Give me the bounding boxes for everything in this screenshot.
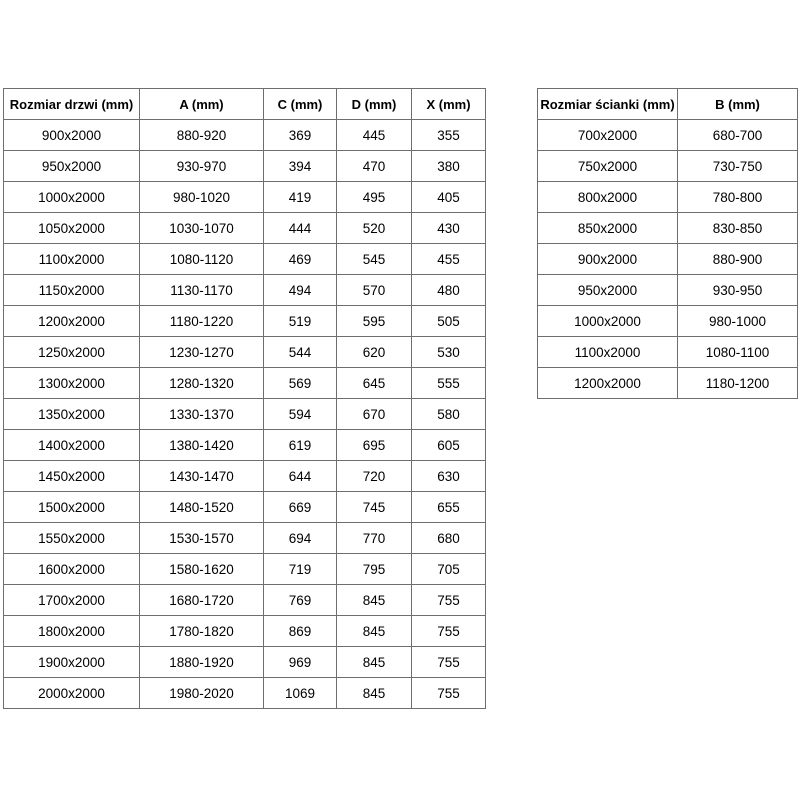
table-row [4,585,486,616]
table-cell: 444 [264,213,337,244]
table-row [4,678,486,709]
table-cell: 680 [412,523,486,554]
table-cell: 700x2000 [538,120,678,151]
table-cell: 1980-2020 [140,678,264,709]
table-cell: 1900x2000 [4,647,140,678]
table-cell: 869 [264,616,337,647]
table-cell: 1780-1820 [140,616,264,647]
table-row [538,213,798,244]
table-row [4,337,486,368]
table-cell: 980-1020 [140,182,264,213]
table-cell: 605 [412,430,486,461]
table-cell: 880-900 [678,244,798,275]
table-cell: 544 [264,337,337,368]
table-cell: 1150x2000 [4,275,140,306]
table-cell: 1580-1620 [140,554,264,585]
column-header: X (mm) [412,89,486,120]
table-cell: 695 [337,430,412,461]
table-cell: 470 [337,151,412,182]
table-row [4,275,486,306]
table-cell: 570 [337,275,412,306]
table-cell: 1530-1570 [140,523,264,554]
table-cell: 755 [412,678,486,709]
table-cell: 720 [337,461,412,492]
column-header: B (mm) [678,89,798,120]
table-cell: 380 [412,151,486,182]
table-cell: 1080-1100 [678,337,798,368]
table-cell: 494 [264,275,337,306]
table-row [4,182,486,213]
table-cell: 630 [412,461,486,492]
table-cell: 830-850 [678,213,798,244]
door-size-table [3,88,486,709]
table-cell: 850x2000 [538,213,678,244]
table-cell: 1000x2000 [538,306,678,337]
table-cell: 1800x2000 [4,616,140,647]
table-cell: 1050x2000 [4,213,140,244]
table-cell: 2000x2000 [4,678,140,709]
table-cell: 1330-1370 [140,399,264,430]
table-row [538,306,798,337]
table-cell: 845 [337,616,412,647]
table-cell: 1480-1520 [140,492,264,523]
table-cell: 730-750 [678,151,798,182]
table-cell: 980-1000 [678,306,798,337]
table-cell: 594 [264,399,337,430]
table-row [4,492,486,523]
table-cell: 469 [264,244,337,275]
table-cell: 405 [412,182,486,213]
table-row [4,306,486,337]
table-cell: 655 [412,492,486,523]
table-cell: 1380-1420 [140,430,264,461]
table-cell: 355 [412,120,486,151]
table-row [538,337,798,368]
table-cell: 1350x2000 [4,399,140,430]
column-header: Rozmiar drzwi (mm) [4,89,140,120]
table-cell: 1080-1120 [140,244,264,275]
table-cell: 595 [337,306,412,337]
table-cell: 680-700 [678,120,798,151]
table-cell: 769 [264,585,337,616]
table-cell: 505 [412,306,486,337]
column-header: Rozmiar ścianki (mm) [538,89,678,120]
table-cell: 755 [412,616,486,647]
table-cell: 1250x2000 [4,337,140,368]
table-row [4,554,486,585]
table-cell: 880-920 [140,120,264,151]
table-cell: 1300x2000 [4,368,140,399]
table-row [538,244,798,275]
table-cell: 845 [337,647,412,678]
table-cell: 480 [412,275,486,306]
column-header: A (mm) [140,89,264,120]
table-row [4,523,486,554]
table-cell: 495 [337,182,412,213]
header-row [4,89,486,120]
table-cell: 369 [264,120,337,151]
table-cell: 1100x2000 [4,244,140,275]
table-cell: 670 [337,399,412,430]
table-cell: 845 [337,678,412,709]
table-cell: 645 [337,368,412,399]
table-cell: 845 [337,585,412,616]
table-cell: 1000x2000 [4,182,140,213]
table-cell: 950x2000 [538,275,678,306]
table-cell: 1069 [264,678,337,709]
table-cell: 1450x2000 [4,461,140,492]
table-cell: 1280-1320 [140,368,264,399]
table-row [4,244,486,275]
table-row [538,275,798,306]
column-header: C (mm) [264,89,337,120]
table-cell: 694 [264,523,337,554]
table-cell: 950x2000 [4,151,140,182]
table-cell: 1180-1220 [140,306,264,337]
table-row [4,616,486,647]
table-cell: 1550x2000 [4,523,140,554]
table-cell: 430 [412,213,486,244]
table-row [538,182,798,213]
wall-size-table [537,88,798,399]
table-cell: 1200x2000 [538,368,678,399]
table-cell: 519 [264,306,337,337]
table-row [538,368,798,399]
table-row [4,461,486,492]
table-cell: 900x2000 [4,120,140,151]
table-cell: 780-800 [678,182,798,213]
table-row [538,151,798,182]
table-cell: 619 [264,430,337,461]
table-cell: 1880-1920 [140,647,264,678]
column-header: D (mm) [337,89,412,120]
table-cell: 930-950 [678,275,798,306]
table-cell: 900x2000 [538,244,678,275]
table-cell: 1230-1270 [140,337,264,368]
table-cell: 930-970 [140,151,264,182]
table-cell: 719 [264,554,337,585]
table-cell: 445 [337,120,412,151]
table-row [4,151,486,182]
table-cell: 644 [264,461,337,492]
table-cell: 555 [412,368,486,399]
table-cell: 1030-1070 [140,213,264,244]
table-cell: 669 [264,492,337,523]
table-row [4,647,486,678]
table-cell: 520 [337,213,412,244]
table-row [538,120,798,151]
table-cell: 800x2000 [538,182,678,213]
table-cell: 1700x2000 [4,585,140,616]
table-cell: 580 [412,399,486,430]
header-row [538,89,798,120]
table-cell: 1100x2000 [538,337,678,368]
table-cell: 1680-1720 [140,585,264,616]
table-cell: 770 [337,523,412,554]
table-cell: 530 [412,337,486,368]
table-cell: 394 [264,151,337,182]
table-cell: 1130-1170 [140,275,264,306]
table-cell: 545 [337,244,412,275]
table-cell: 755 [412,647,486,678]
table-cell: 620 [337,337,412,368]
table-cell: 1200x2000 [4,306,140,337]
table-row [4,120,486,151]
table-row [4,213,486,244]
table-cell: 705 [412,554,486,585]
table-cell: 1500x2000 [4,492,140,523]
table-cell: 569 [264,368,337,399]
table-cell: 795 [337,554,412,585]
table-cell: 750x2000 [538,151,678,182]
table-row [4,430,486,461]
table-cell: 755 [412,585,486,616]
table-cell: 1400x2000 [4,430,140,461]
table-cell: 1180-1200 [678,368,798,399]
table-cell: 1430-1470 [140,461,264,492]
table-cell: 455 [412,244,486,275]
table-cell: 745 [337,492,412,523]
table-cell: 1600x2000 [4,554,140,585]
table-cell: 419 [264,182,337,213]
table-row [4,368,486,399]
table-row [4,399,486,430]
table-cell: 969 [264,647,337,678]
